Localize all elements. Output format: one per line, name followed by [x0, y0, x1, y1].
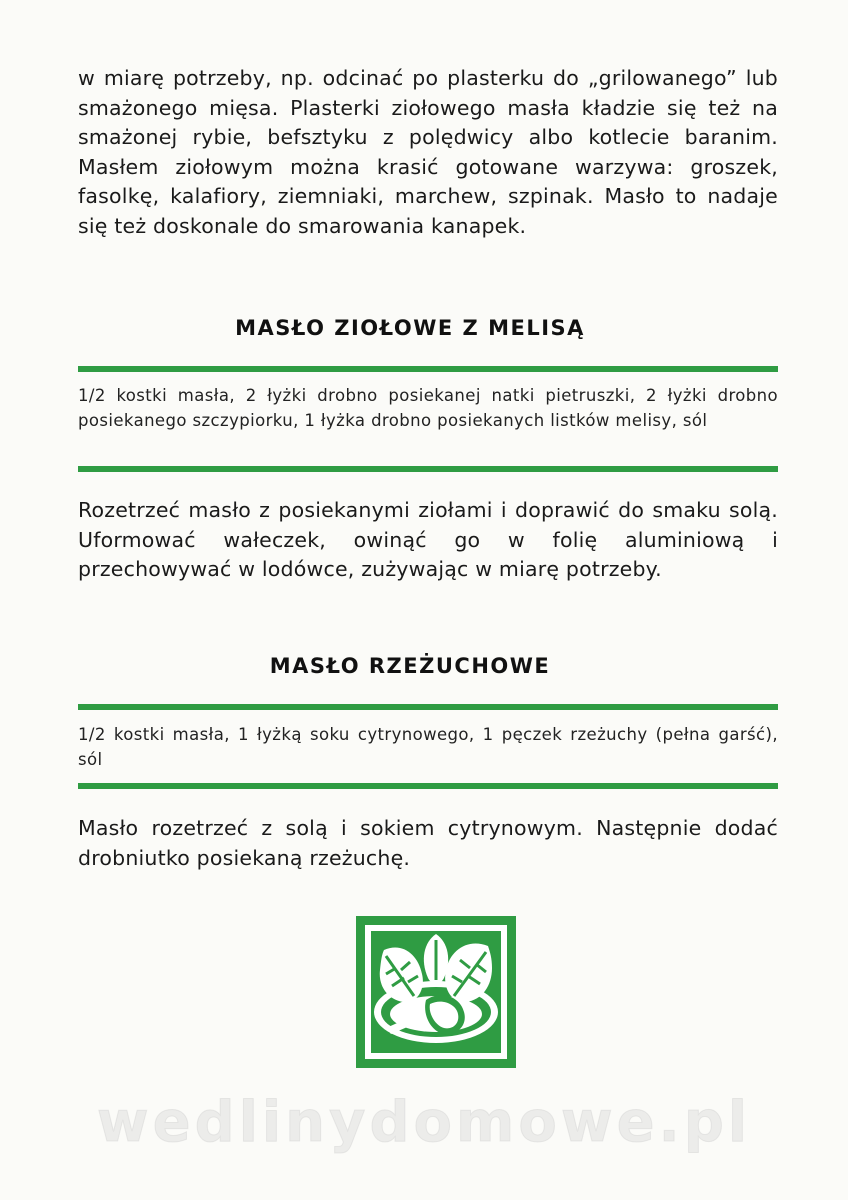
watermark: wedlinydomowe.pl	[96, 1090, 752, 1155]
herb-leaves-plate-icon	[356, 916, 516, 1068]
ingredients-top-rule	[78, 704, 778, 710]
ingredients-bottom-rule	[78, 783, 778, 789]
ingredients-top-rule	[78, 366, 778, 372]
intro-paragraph: w miarę potrzeby, np. odcinać po plasterku do „grilowanego” lub smażonego mięsa. Plasterki ziołowego masła kładzie się też na smażonej rybie, befsztyku z polędwicy albo kotlecie baranim. Masłem ziołowym można krasić gotowane warzywa: groszek, fasolkę, kalafiory, ziemniaki, marchew, szpinak. Masło to nadaje się też doskonale do smarowania kanapek.	[78, 66, 778, 238]
ingredients-rzezucha: 1/2 kostki masła, 1 łyżką soku cytrynowego, 1 pęczek rzeżuchy (pełna garść), sól	[78, 725, 778, 769]
recipe-title-melisa: MASŁO ZIOŁOWE Z MELISĄ	[235, 316, 585, 340]
method-rzezucha: Masło rozetrzeć z solą i sokiem cytrynowym. Następnie dodać drobniutko posiekaną rzeżuchę.	[78, 816, 778, 870]
ingredients-bottom-rule	[78, 466, 778, 472]
recipe-title-rzezucha: MASŁO RZEŻUCHOWE	[269, 654, 551, 678]
method-melisa: Rozetrzeć masło z posiekanymi ziołami i doprawić do smaku solą. Uformować wałeczek, owinąć go w folię aluminiową i przechowywać w lodówce, zużywając w miarę potrzeby.	[78, 498, 778, 581]
ingredients-melisa: 1/2 kostki masła, 2 łyżki drobno posiekanej natki pietruszki, 2 łyżki drobno posiekanego szczypiorku, 1 łyżka drobno posiekanych listków melisy, sól	[78, 386, 778, 430]
